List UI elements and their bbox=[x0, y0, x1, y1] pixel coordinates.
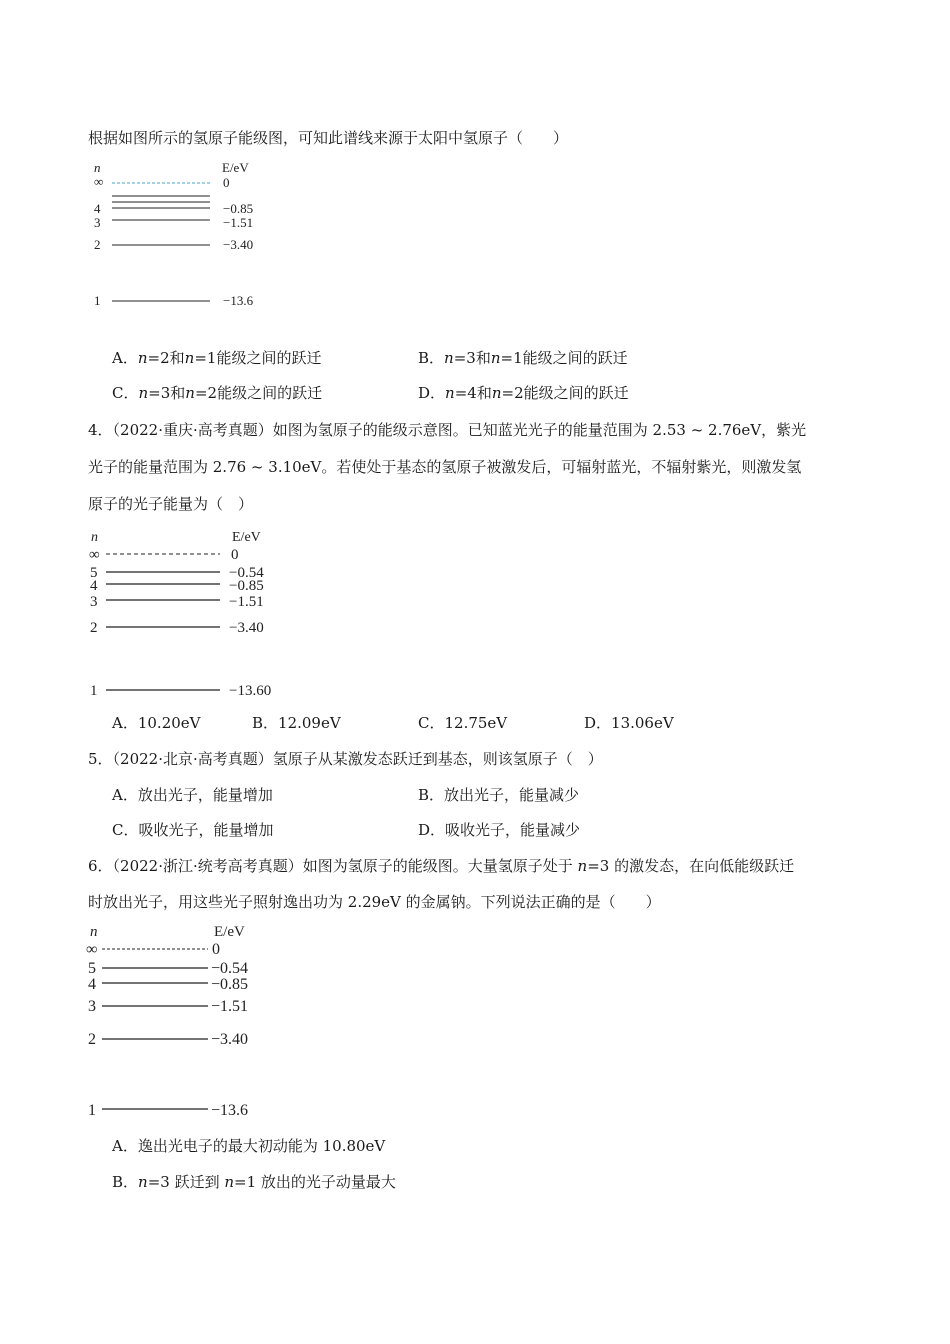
e-axis-label: E/eV bbox=[214, 924, 245, 940]
q6-line-2: 时放出光子，用这些光子照射逸出功为 2.29eV 的金属钠。下列说法正确的是（ ） bbox=[88, 893, 661, 911]
level-n-1: 1 bbox=[94, 293, 101, 308]
level-e-4: −0.85 bbox=[211, 976, 249, 993]
intro-option-d[interactable]: D．n=4和n=2能级之间的跃迁 bbox=[418, 384, 629, 402]
q4-line-1: 4．（2022·重庆·高考真题）如图为氢原子的能级示意图。已知蓝光光子的能量范围为 2.53 ~ 2.76eV，紫光 bbox=[88, 421, 807, 439]
e-axis-label: E/eV bbox=[222, 160, 249, 175]
e-axis-label: E/eV bbox=[232, 530, 261, 545]
n-axis-label: n bbox=[94, 160, 101, 175]
level-n-inf: ∞ bbox=[86, 941, 98, 958]
energy-level-diagram-3 bbox=[84, 920, 284, 1120]
level-e-2: −3.40 bbox=[223, 237, 254, 252]
q5-option-d[interactable]: D．吸收光子，能量减少 bbox=[418, 821, 581, 839]
intro-option-a[interactable]: A．n=2和n=1能级之间的跃迁 bbox=[112, 349, 322, 367]
intro-option-b[interactable]: B．n=3和n=1能级之间的跃迁 bbox=[418, 349, 628, 367]
level-e-inf: 0 bbox=[223, 175, 230, 190]
level-e-3: −1.51 bbox=[211, 998, 249, 1015]
q6-option-a[interactable]: A．逸出光电子的最大初动能为 10.80eV bbox=[112, 1137, 386, 1155]
level-e-5: −0.54 bbox=[229, 565, 264, 581]
level-e-3: −1.51 bbox=[229, 594, 264, 610]
level-n-4: 4 bbox=[94, 201, 101, 216]
n-axis-label: n bbox=[90, 924, 98, 940]
level-e-4: −0.85 bbox=[223, 201, 254, 216]
level-e-5: −0.54 bbox=[211, 960, 249, 977]
level-n-inf: ∞ bbox=[94, 174, 104, 189]
level-e-inf: 0 bbox=[212, 941, 220, 958]
level-n-1: 1 bbox=[88, 1102, 96, 1119]
level-n-3: 3 bbox=[88, 998, 96, 1015]
level-e-inf: 0 bbox=[231, 547, 239, 563]
level-n-3: 3 bbox=[94, 215, 101, 230]
q4-option-a[interactable]: A．10.20eV bbox=[112, 714, 201, 732]
q4-line-2: 光子的能量范围为 2.76 ~ 3.10eV。若使处于基态的氢原子被激发后，可辐射蓝光，不辐射紫光，则激发氢 bbox=[88, 458, 802, 476]
level-e-2: −3.40 bbox=[211, 1031, 249, 1048]
level-e-3: −1.51 bbox=[223, 215, 254, 230]
level-n-2: 2 bbox=[88, 1031, 96, 1048]
q5-option-c[interactable]: C．吸收光子，能量增加 bbox=[112, 821, 274, 839]
level-n-2: 2 bbox=[90, 620, 98, 636]
intro-option-c[interactable]: C．n=3和n=2能级之间的跃迁 bbox=[112, 384, 323, 402]
level-n-1: 1 bbox=[90, 683, 98, 699]
q5-stem: 5．（2022·北京·高考真题）氢原子从某激发态跃迁到基态，则该氢原子（ ） bbox=[88, 750, 603, 768]
energy-level-diagram-1 bbox=[86, 156, 276, 316]
q5-option-a[interactable]: A．放出光子，能量增加 bbox=[112, 786, 273, 804]
level-e-1: −13.60 bbox=[229, 683, 272, 699]
level-n-5: 5 bbox=[88, 960, 96, 977]
intro-stem: 根据如图所示的氢原子能级图，可知此谱线来源于太阳中氢原子（ ） bbox=[88, 129, 569, 147]
q4-option-d[interactable]: D．13.06eV bbox=[584, 714, 674, 732]
level-n-inf: ∞ bbox=[89, 547, 100, 563]
level-e-1: −13.6 bbox=[223, 293, 254, 308]
level-e-2: −3.40 bbox=[229, 620, 264, 636]
level-e-1: −13.6 bbox=[211, 1102, 249, 1119]
level-n-4: 4 bbox=[90, 578, 98, 594]
energy-level-diagram-2 bbox=[86, 526, 286, 701]
q6-line-1: 6．（2022·浙江·统考高考真题）如图为氢原子的能级图。大量氢原子处于 n=3 的激发态，在向低能级跃迁 bbox=[88, 857, 795, 875]
n-axis-label: n bbox=[91, 530, 98, 545]
level-n-2: 2 bbox=[94, 237, 101, 252]
level-n-5: 5 bbox=[90, 565, 98, 581]
q4-option-c[interactable]: C．12.75eV bbox=[418, 714, 508, 732]
q5-option-b[interactable]: B．放出光子，能量减少 bbox=[418, 786, 580, 804]
level-e-4: −0.85 bbox=[229, 578, 264, 594]
level-n-3: 3 bbox=[90, 594, 98, 610]
level-n-4: 4 bbox=[88, 976, 96, 993]
q4-line-3: 原子的光子能量为（ ） bbox=[88, 495, 254, 513]
q6-option-b[interactable]: B．n=3 跃迁到 n=1 放出的光子动量最大 bbox=[112, 1173, 396, 1191]
q4-option-b[interactable]: B．12.09eV bbox=[252, 714, 341, 732]
